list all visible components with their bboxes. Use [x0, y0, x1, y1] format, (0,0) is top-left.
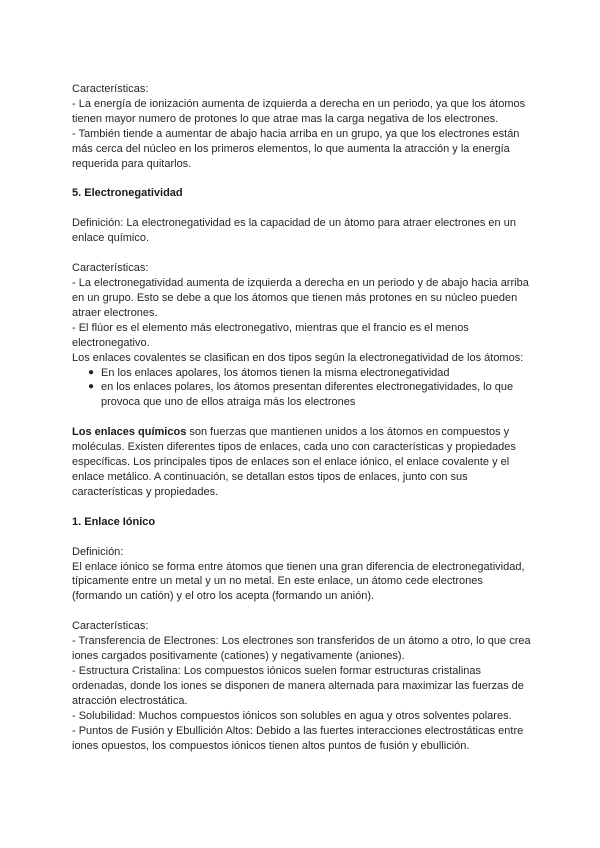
electronegativity-line-2: - El flúor es el elemento más electronegativo, mientras que el francio es el menos electronegativo. [72, 321, 469, 349]
electronegativity-characteristics-label: Características: [72, 262, 149, 275]
bonds-intro-text: son fuerzas que mantienen unidos a los átomos en compuestos y moléculas. Existen diferentes tipos de enlaces, cada uno con características y propiedades específicas. Los principales tipos de enlaces son el enlace iónico, el enlace covalente y el enlace metálico. A continuación, se detallan estos tipos de enlaces, junto con sus características y propiedades. [72, 426, 516, 498]
ionic-line-3: - Solubilidad: Muchos compuestos iónicos son solubles en agua y otros solventes polares. [72, 709, 512, 722]
document-page [72, 82, 532, 753]
bullet-icon: ● [88, 366, 95, 378]
ionization-line-2: - También tiende a aumentar de abajo hacia arriba en un grupo, ya que los electrones están más cerca del núcleo en los primeros elementos, lo que aumenta la atracción y la energía requerida para quitarlos. [72, 127, 520, 170]
covalent-bullet-list [88, 366, 532, 411]
ionic-line-2: - Estructura Cristalina: Los compuestos iónicos suelen formar estructuras cristalinas ordenadas, donde los iones se disponen de manera alternada para maximizar las fuerzas de atracción electrostática. [72, 665, 524, 707]
ionic-line-4: - Puntos de Fusión y Ebullición Altos: Debido a las fuertes interacciones electrostáticas entre iones opuestos, los compuestos iónicos tienen altos puntos de fusión y ebullición. [72, 724, 524, 752]
bonds-intro-bold: Los enlaces químicos [72, 426, 187, 439]
electronegativity-heading: 5. Electronegatividad [72, 187, 183, 200]
ionic-line-1: - Transferencia de Electrones: Los electrones son transferidos de un átomo a otro, lo que crea iones cargados positivamente (cationes) y negativamente (aniones). [72, 635, 531, 663]
list-item [88, 380, 532, 410]
electronegativity-definition: Definición: La electronegatividad es la capacidad de un átomo para atraer electrones en un enlace químico. [72, 217, 516, 245]
bullet-text: En los enlaces apolares, los átomos tienen la misma electronegatividad [101, 366, 450, 379]
covalent-intro: Los enlaces covalentes se clasifican en dos tipos según la electronegatividad de los átomos: [72, 351, 524, 364]
bullet-text: en los enlaces polares, los átomos presentan diferentes electronegatividades, lo que provoca que uno de ellos atraiga más los electrones [101, 381, 514, 409]
bullet-icon: ● [88, 381, 95, 393]
list-item [88, 366, 532, 381]
ionic-bond-heading: 1. Enlace Iónico [72, 515, 156, 528]
bonds-intro-paragraph [72, 425, 532, 500]
ionic-characteristics-label: Características: [72, 620, 149, 633]
ionic-definition-label: Definición: [72, 545, 124, 558]
ionic-definition: El enlace iónico se forma entre átomos que tienen una gran diferencia de electronegatividad, típicamente entre un metal y un no metal. En este enlace, un átomo cede electrones (formando un catión) y el otro los acepta (formando un anión). [72, 560, 525, 603]
electronegativity-line-1: - La electronegatividad aumenta de izquierda a derecha en un periodo y de abajo hacia arriba en un grupo. Esto se debe a que los átomos que tienen más protones en su núcleo pueden atraer electrones. [72, 277, 529, 319]
ionization-line-1: - La energía de ionización aumenta de izquierda a derecha en un periodo, ya que los átomos tienen mayor numero de protones lo que atrae mas la carga negativa de los electrones. [72, 97, 526, 125]
ionization-characteristics-label: Características: [72, 83, 149, 95]
